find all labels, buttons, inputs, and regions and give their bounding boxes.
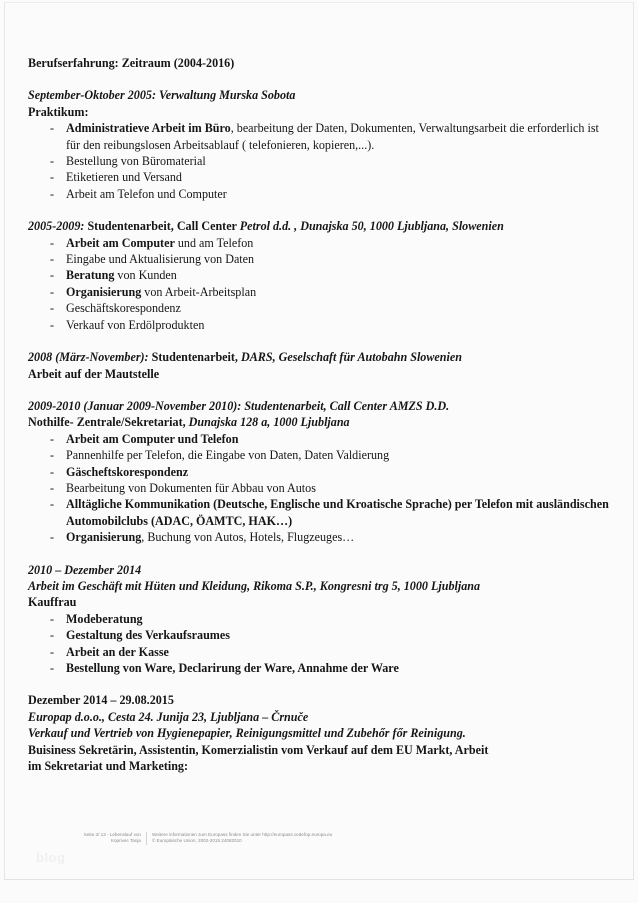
list-item-text: von Arbeit-Arbeitsplan xyxy=(141,284,257,299)
page-edge-right xyxy=(633,2,634,880)
footer-author-name: Koprivec Tanja xyxy=(110,838,141,844)
section-5-role: Kauffrau xyxy=(28,595,77,610)
dash-bullet-icon: - xyxy=(50,644,55,659)
spacer xyxy=(28,202,610,218)
list-item-text: Geschäftskorespondenz xyxy=(66,301,181,316)
section-4-list xyxy=(28,431,610,546)
list-item-text: Etiketieren und Versand xyxy=(66,170,182,185)
list-item-bold: Administratieve Arbeit im Büro xyxy=(66,121,231,136)
section-3-heading-company: DARS, Geselschaft für Autobahn Slowenien xyxy=(240,350,462,365)
list-item-text: Bearbeitung von Dokumenten für Abbau von Autos xyxy=(66,480,316,495)
section-3-heading-dates: 2008 (März-November): xyxy=(28,350,152,365)
section-4-heading-line2 xyxy=(28,414,610,430)
section-4-department: Nothilfe- Zentrale/Sekretariat, xyxy=(28,415,186,430)
list-item xyxy=(28,267,610,283)
section-4-address: Dunajska 128 a, 1000 Ljubljana xyxy=(185,415,350,430)
section-6-company: Europap d.o.o., Cesta 24. Junija 23, Ljubljana – Črnuče xyxy=(28,709,309,724)
list-item-bold: Arbeit am Computer und Telefon xyxy=(66,431,239,446)
list-item xyxy=(28,300,610,316)
dash-bullet-icon: - xyxy=(50,431,55,446)
dash-bullet-icon: - xyxy=(50,480,55,495)
section-3-heading-role: Studentenarbeit, xyxy=(151,350,241,365)
page-edge-bottom xyxy=(4,879,634,880)
spacer xyxy=(28,382,610,398)
section-3-subheading: Arbeit auf der Mautstelle xyxy=(28,366,160,381)
experience-section-6 xyxy=(28,692,610,774)
dash-bullet-icon: - xyxy=(50,464,55,479)
section-5-list xyxy=(28,611,610,677)
list-item-text: Verkauf von Erdölprodukten xyxy=(66,317,205,332)
section-6-role-line1: Buisiness Sekretärin, Assistentin, Komerzialistin vom Verkauf auf dem EU Markt, Arbeit xyxy=(28,742,489,757)
list-item-bold: Alltägliche Kommunikation (Deutsche, Englische und Kroatische Sprache) per Telefon mit ausländischen Automobilclubs (ADAC, ÖAMTC, HAK…) xyxy=(66,497,609,528)
section-1-heading: September-Oktober 2005: Verwaltung Murska Sobota xyxy=(28,88,296,103)
experience-section-5 xyxy=(28,562,610,677)
section-6-heading: Dezember 2014 – 29.08.2015 xyxy=(28,693,174,708)
experience-section-2 xyxy=(28,218,610,333)
section-4-heading: 2009-2010 (Januar 2009-November 2010): Studentenarbeit, Call Center AMZS D.D. xyxy=(28,398,450,413)
list-item-text: Bestellung von Büromaterial xyxy=(66,154,206,169)
list-item-text: Pannenhilfe per Telefon, die Eingabe von Daten, Daten Valdierung xyxy=(66,448,390,463)
dash-bullet-icon: - xyxy=(50,497,55,512)
list-item-bold: Modeberatung xyxy=(66,611,143,626)
footer-page-info: Seite 3/ 13 - Lebenslauf von xyxy=(83,832,141,837)
section-2-heading xyxy=(28,218,610,234)
list-item xyxy=(28,447,610,463)
section-5-heading: 2010 – Dezember 2014 xyxy=(28,562,142,577)
dash-bullet-icon: - xyxy=(50,317,55,332)
dash-bullet-icon: - xyxy=(50,154,55,169)
list-item-text: Arbeit am Telefon und Computer xyxy=(66,186,227,201)
spacer xyxy=(28,71,610,87)
dash-bullet-icon: - xyxy=(50,252,55,267)
list-item-bold: Organisierung xyxy=(66,530,142,545)
document-title: Berufserfahrung: Zeitraum (2004-2016) xyxy=(28,56,235,70)
experience-section-3 xyxy=(28,349,610,382)
dash-bullet-icon: - xyxy=(50,235,55,250)
experience-section-1 xyxy=(28,87,610,202)
list-item xyxy=(28,611,610,627)
list-item-bold: Gestaltung des Verkaufsraumes xyxy=(66,628,230,643)
section-3-heading xyxy=(28,349,610,365)
list-item-bold: Beratung xyxy=(66,268,115,283)
section-2-heading-company: Petrol d.d. , Dunajska 50, 1000 Ljubljana, Slowenien xyxy=(239,219,504,234)
list-item xyxy=(28,284,610,300)
list-item xyxy=(28,660,610,676)
list-item-text: und am Telefon xyxy=(174,235,254,250)
page-footer xyxy=(28,832,610,858)
section-6-business-description: Verkauf und Vertrieb von Hygienepapier, Reinigungsmittel und Zubehőr főr Reinigung. xyxy=(28,726,466,741)
list-item xyxy=(28,251,610,267)
spacer xyxy=(28,546,610,562)
dash-bullet-icon: - xyxy=(50,661,55,675)
list-item-text: , Buchung von Autos, Hotels, Flugzeuges… xyxy=(141,530,355,545)
list-item xyxy=(28,480,610,496)
list-item xyxy=(28,235,610,251)
list-item xyxy=(28,153,610,169)
section-6-role-line2: im Sekretariat und Marketing: xyxy=(28,759,189,774)
section-1-subheading: Praktikum: xyxy=(28,104,89,119)
list-item-bold: Organisierung xyxy=(66,284,142,299)
list-item-bold: Bestellung von Ware, Declarirung der Ware, Annahme der Ware xyxy=(66,661,399,675)
list-item-bold: Arbeit am Computer xyxy=(66,235,175,250)
dash-bullet-icon: - xyxy=(50,284,55,299)
list-item xyxy=(28,644,610,660)
section-2-heading-role: Studentenarbeit, Call Center xyxy=(87,219,240,234)
list-item xyxy=(28,317,610,333)
dash-bullet-icon: - xyxy=(50,121,55,136)
footer-europass-info: Weitere informationen zum Europass finden Sie unter http://europass.cedefop.europa.eu xyxy=(152,832,333,837)
page-edge-top xyxy=(4,2,634,3)
section-1-list xyxy=(28,120,610,202)
dash-bullet-icon: - xyxy=(50,186,55,201)
section-5-company: Arbeit im Geschäft mit Hüten und Kleidung, Rikoma S.P., Kongresni trg 5, 1000 Ljubljana xyxy=(28,578,481,593)
list-item xyxy=(28,169,610,185)
dash-bullet-icon: - xyxy=(50,268,55,283)
list-item xyxy=(28,496,610,529)
footer-copyright: © Europäische Union, 2002-2015 24082010 xyxy=(152,838,242,844)
dash-bullet-icon: - xyxy=(50,170,55,185)
list-item xyxy=(28,464,610,480)
footer-divider xyxy=(146,832,147,845)
dash-bullet-icon: - xyxy=(50,448,55,463)
list-item-text: von Kunden xyxy=(114,268,177,283)
list-item-bold: Arbeit an der Kasse xyxy=(66,644,169,659)
list-item-text: Eingabe und Aktualisierung von Daten xyxy=(66,252,255,267)
experience-section-4 xyxy=(28,398,610,546)
list-item xyxy=(28,120,610,153)
list-item xyxy=(28,529,610,545)
spacer xyxy=(28,333,610,349)
list-item xyxy=(28,627,610,643)
page-edge-left xyxy=(4,2,5,880)
list-item-text: , bearbeitung der Daten, Dokumenten, Verwaltungsarbeit die erforderlich ist für den reibungslosen Arbeitsablauf ( telefonieren, kopieren,...). xyxy=(66,121,599,152)
list-item-bold: Gäscheftskorespondenz xyxy=(66,464,189,479)
document-body xyxy=(28,55,610,774)
footer-right-column xyxy=(152,832,610,845)
section-2-list xyxy=(28,235,610,333)
dash-bullet-icon: - xyxy=(50,301,55,316)
page-watermark: blog xyxy=(36,850,66,865)
dash-bullet-icon: - xyxy=(50,530,55,545)
list-item xyxy=(28,186,610,202)
spacer xyxy=(28,676,610,692)
section-2-heading-dates: 2005-2009: xyxy=(28,219,88,234)
dash-bullet-icon: - xyxy=(50,611,55,626)
list-item xyxy=(28,431,610,447)
footer-left-column xyxy=(28,832,146,845)
dash-bullet-icon: - xyxy=(50,628,55,643)
